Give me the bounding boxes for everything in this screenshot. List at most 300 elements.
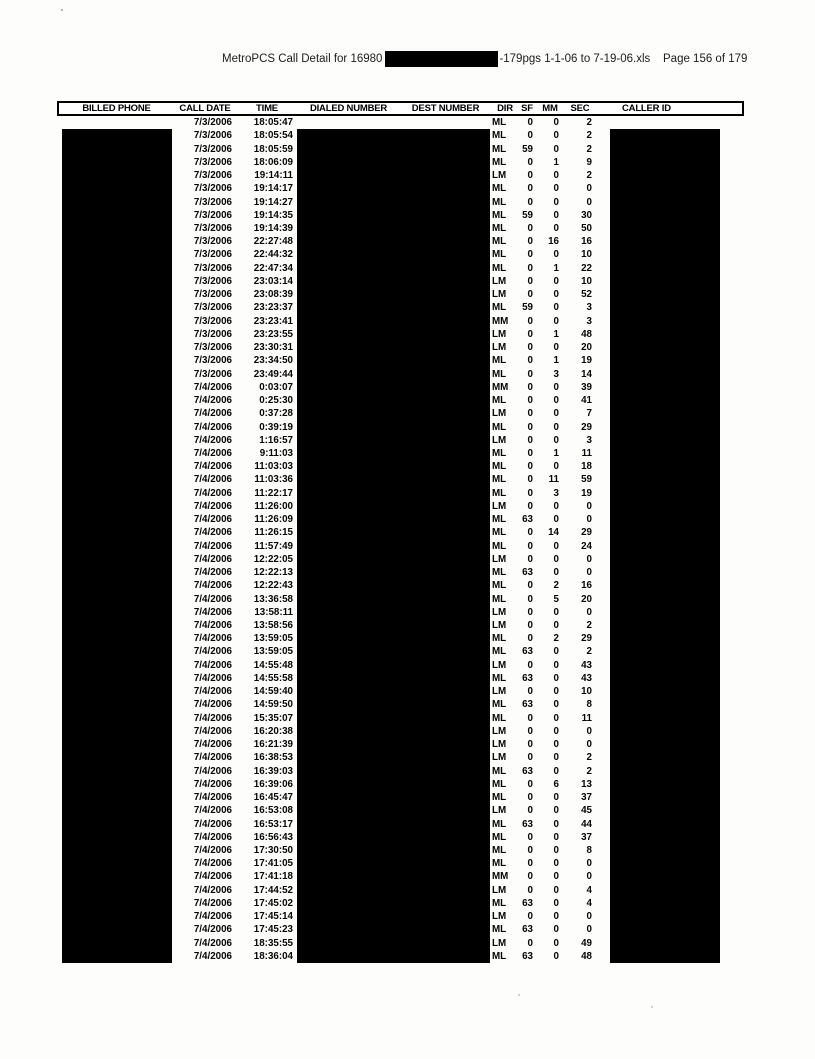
- sf-cell: 0: [527, 633, 533, 645]
- call-date-cell: 7/3/2006: [193, 196, 232, 208]
- sec-cell: 3: [586, 302, 592, 314]
- column-header-caller-id: CALLER ID: [622, 103, 671, 114]
- sf-cell: 0: [527, 620, 533, 632]
- call-date-cell: 7/4/2006: [193, 567, 232, 579]
- call-date-cell: 7/4/2006: [193, 792, 232, 804]
- call-date-cell: 7/4/2006: [193, 659, 232, 671]
- time-cell: 16:53:08: [253, 805, 293, 817]
- time-cell: 16:39:06: [253, 778, 293, 790]
- time-cell: 19:14:39: [253, 222, 293, 234]
- mm-cell: 0: [553, 342, 559, 354]
- mm-cell: 0: [553, 514, 559, 526]
- mm-cell: 0: [553, 606, 559, 618]
- mm-cell: 0: [553, 302, 559, 314]
- time-cell: 13:59:05: [253, 646, 293, 658]
- dir-cell: ML: [492, 130, 507, 142]
- sf-cell: 63: [522, 672, 533, 684]
- dir-cell: ML: [492, 567, 507, 579]
- dir-cell: ML: [492, 765, 507, 777]
- sf-cell: 0: [527, 792, 533, 804]
- dir-cell: ML: [492, 474, 507, 486]
- mm-cell: 0: [553, 553, 559, 565]
- dir-cell: LM: [492, 725, 507, 737]
- mm-cell: 3: [553, 487, 559, 499]
- call-date-cell: 7/3/2006: [193, 183, 232, 195]
- mm-cell: 2: [553, 580, 559, 592]
- sf-cell: 0: [527, 262, 533, 274]
- call-date-cell: 7/4/2006: [193, 871, 232, 883]
- call-date-cell: 7/4/2006: [193, 514, 232, 526]
- sf-cell: 0: [527, 778, 533, 790]
- mm-cell: 0: [553, 170, 559, 182]
- mm-cell: 0: [553, 196, 559, 208]
- sf-cell: 0: [527, 315, 533, 327]
- dir-cell: LM: [492, 553, 507, 565]
- time-cell: 22:47:34: [253, 262, 293, 274]
- dir-cell: ML: [492, 447, 507, 459]
- sf-cell: 0: [527, 170, 533, 182]
- call-date-cell: 7/4/2006: [193, 725, 232, 737]
- sec-cell: 16: [581, 580, 592, 592]
- sec-cell: 2: [586, 765, 592, 777]
- mm-cell: 0: [553, 540, 559, 552]
- time-cell: 13:59:05: [253, 633, 293, 645]
- dir-cell: ML: [492, 487, 507, 499]
- call-date-cell: 7/4/2006: [193, 434, 232, 446]
- mm-cell: 0: [553, 222, 559, 234]
- sec-cell: 37: [581, 831, 592, 843]
- time-cell: 0:25:30: [259, 395, 293, 407]
- sec-cell: 43: [581, 672, 592, 684]
- call-date-cell: 7/4/2006: [193, 911, 232, 923]
- sec-cell: 2: [586, 170, 592, 182]
- time-cell: 19:14:17: [253, 183, 293, 195]
- call-date-cell: 7/4/2006: [193, 421, 232, 433]
- time-cell: 0:03:07: [259, 381, 293, 393]
- dir-cell: LM: [492, 434, 507, 446]
- dir-cell: LM: [492, 500, 507, 512]
- time-cell: 19:14:35: [253, 209, 293, 221]
- mm-cell: 0: [553, 845, 559, 856]
- sf-cell: 0: [527, 183, 533, 195]
- scan-speck: [518, 994, 520, 996]
- mm-cell: 0: [553, 739, 559, 751]
- dir-cell: LM: [492, 911, 507, 923]
- time-cell: 23:30:31: [253, 342, 293, 354]
- sec-cell: 20: [581, 593, 592, 605]
- call-date-cell: 7/3/2006: [193, 209, 232, 221]
- call-date-cell: 7/3/2006: [193, 117, 232, 129]
- sf-cell: 0: [527, 659, 533, 671]
- column-header-sf: SF: [521, 103, 533, 114]
- sf-cell: 0: [527, 580, 533, 592]
- page-number-label: Page 156 of 179: [663, 53, 748, 65]
- sf-cell: 0: [527, 196, 533, 208]
- dir-cell: LM: [492, 620, 507, 632]
- dir-cell: ML: [492, 540, 507, 552]
- sec-cell: 0: [586, 553, 592, 565]
- sf-cell: 0: [527, 739, 533, 751]
- mm-cell: 0: [553, 381, 559, 393]
- time-cell: 17:30:50: [253, 845, 293, 856]
- sec-cell: 18: [581, 461, 592, 473]
- time-cell: 11:22:17: [254, 487, 293, 499]
- mm-cell: 2: [553, 633, 559, 645]
- dir-cell: ML: [492, 236, 507, 248]
- dir-cell: MM: [492, 871, 509, 883]
- mm-cell: 0: [553, 818, 559, 830]
- time-cell: 11:03:03: [254, 461, 293, 473]
- time-cell: 18:05:59: [253, 143, 293, 155]
- dir-cell: ML: [492, 222, 507, 234]
- sec-cell: 29: [581, 633, 592, 645]
- mm-cell: 0: [553, 831, 559, 843]
- sf-cell: 0: [527, 527, 533, 539]
- sec-cell: 29: [581, 527, 592, 539]
- sf-cell: 0: [527, 249, 533, 261]
- dir-cell: ML: [492, 580, 507, 592]
- sec-cell: 2: [586, 646, 592, 658]
- sf-cell: 63: [522, 818, 533, 830]
- call-date-cell: 7/3/2006: [193, 368, 232, 380]
- sf-cell: 0: [527, 593, 533, 605]
- sf-cell: 0: [527, 712, 533, 724]
- dir-cell: ML: [492, 831, 507, 843]
- sf-cell: 0: [527, 871, 533, 883]
- time-cell: 17:44:52: [253, 884, 293, 896]
- dir-cell: ML: [492, 527, 507, 539]
- sec-cell: 13: [581, 778, 592, 790]
- dir-cell: ML: [492, 156, 507, 168]
- dir-cell: LM: [492, 342, 507, 354]
- dir-cell: LM: [492, 170, 507, 182]
- time-cell: 1:16:57: [259, 434, 293, 446]
- sf-cell: 0: [527, 421, 533, 433]
- sec-cell: 30: [581, 209, 592, 221]
- call-date-cell: 7/4/2006: [193, 553, 232, 565]
- mm-cell: 5: [553, 593, 559, 605]
- sf-cell: 0: [527, 553, 533, 565]
- dir-cell: ML: [492, 712, 507, 724]
- sec-cell: 7: [586, 408, 592, 420]
- mm-cell: 0: [553, 805, 559, 817]
- sf-cell: 0: [527, 725, 533, 737]
- sf-cell: 0: [527, 752, 533, 764]
- mm-cell: 0: [553, 792, 559, 804]
- call-date-cell: 7/4/2006: [193, 805, 232, 817]
- time-cell: 11:26:15: [254, 527, 293, 539]
- sec-cell: 49: [581, 937, 592, 949]
- call-date-cell: 7/3/2006: [193, 143, 232, 155]
- column-header-call-date: CALL DATE: [179, 103, 231, 114]
- sf-cell: 63: [522, 924, 533, 936]
- sec-cell: 4: [586, 884, 592, 896]
- time-cell: 11:03:36: [254, 474, 293, 486]
- sec-cell: 20: [581, 342, 592, 354]
- sec-cell: 2: [586, 143, 592, 155]
- dir-cell: LM: [492, 659, 507, 671]
- document-title-prefix: MetroPCS Call Detail for 16980: [222, 53, 383, 65]
- mm-cell: 0: [553, 712, 559, 724]
- sf-cell: 0: [527, 540, 533, 552]
- time-cell: 19:14:11: [254, 170, 293, 182]
- time-cell: 17:45:23: [253, 924, 293, 936]
- dir-cell: ML: [492, 897, 507, 909]
- mm-cell: 1: [553, 328, 559, 340]
- call-date-cell: 7/4/2006: [193, 527, 232, 539]
- time-cell: 22:27:48: [253, 236, 293, 248]
- sf-cell: 0: [527, 236, 533, 248]
- time-cell: 0:39:19: [259, 421, 293, 433]
- call-date-cell: 7/4/2006: [193, 858, 232, 870]
- mm-cell: 0: [553, 911, 559, 923]
- sec-cell: 0: [586, 725, 592, 737]
- mm-cell: 0: [553, 765, 559, 777]
- call-date-cell: 7/4/2006: [193, 937, 232, 949]
- sec-cell: 41: [581, 395, 592, 407]
- sec-cell: 50: [581, 222, 592, 234]
- dir-cell: ML: [492, 593, 507, 605]
- mm-cell: 1: [553, 355, 559, 367]
- sf-cell: 0: [527, 500, 533, 512]
- call-date-cell: 7/4/2006: [193, 500, 232, 512]
- sf-cell: 0: [527, 805, 533, 817]
- sf-cell: 63: [522, 646, 533, 658]
- dir-cell: LM: [492, 289, 507, 301]
- call-date-cell: 7/4/2006: [193, 447, 232, 459]
- mm-cell: 0: [553, 315, 559, 327]
- time-cell: 14:59:40: [253, 686, 293, 698]
- column-header-sec: SEC: [570, 103, 590, 114]
- sf-cell: 0: [527, 355, 533, 367]
- time-cell: 18:35:55: [253, 937, 293, 949]
- call-date-cell: 7/4/2006: [193, 395, 232, 407]
- mm-cell: 0: [553, 567, 559, 579]
- table-row: [57, 116, 744, 129]
- sf-cell: 59: [522, 302, 533, 314]
- dir-cell: ML: [492, 845, 507, 856]
- sf-cell: 0: [527, 831, 533, 843]
- sec-cell: 0: [586, 567, 592, 579]
- call-date-cell: 7/4/2006: [193, 633, 232, 645]
- sec-cell: 3: [586, 315, 592, 327]
- time-cell: 16:39:03: [253, 765, 293, 777]
- dir-cell: ML: [492, 368, 507, 380]
- call-date-cell: 7/4/2006: [193, 381, 232, 393]
- sf-cell: 59: [522, 209, 533, 221]
- sf-cell: 0: [527, 328, 533, 340]
- dir-cell: LM: [492, 686, 507, 698]
- mm-cell: 0: [553, 884, 559, 896]
- sf-cell: 59: [522, 143, 533, 155]
- sec-cell: 29: [581, 421, 592, 433]
- sf-cell: 63: [522, 950, 533, 962]
- call-date-cell: 7/4/2006: [193, 765, 232, 777]
- sec-cell: 44: [581, 818, 592, 830]
- call-date-cell: 7/4/2006: [193, 739, 232, 751]
- call-date-cell: 7/3/2006: [193, 302, 232, 314]
- time-cell: 13:58:56: [253, 620, 293, 632]
- sec-cell: 59: [581, 474, 592, 486]
- call-date-cell: 7/3/2006: [193, 328, 232, 340]
- sec-cell: 0: [586, 183, 592, 195]
- sec-cell: 45: [581, 805, 592, 817]
- call-date-cell: 7/3/2006: [193, 170, 232, 182]
- call-detail-table: [57, 101, 744, 963]
- time-cell: 11:26:09: [254, 514, 293, 526]
- time-cell: 19:14:27: [253, 196, 293, 208]
- call-date-cell: 7/3/2006: [193, 249, 232, 261]
- mm-cell: 0: [553, 289, 559, 301]
- mm-cell: 0: [553, 858, 559, 870]
- sf-cell: 0: [527, 884, 533, 896]
- sec-cell: 3: [586, 434, 592, 446]
- mm-cell: 0: [553, 672, 559, 684]
- time-cell: 14:55:48: [253, 659, 293, 671]
- call-date-cell: 7/3/2006: [193, 289, 232, 301]
- sf-cell: 0: [527, 937, 533, 949]
- call-date-cell: 7/4/2006: [193, 646, 232, 658]
- sec-cell: 2: [586, 130, 592, 142]
- call-date-cell: 7/3/2006: [193, 222, 232, 234]
- sf-cell: 0: [527, 156, 533, 168]
- sf-cell: 0: [527, 381, 533, 393]
- sf-cell: 0: [527, 487, 533, 499]
- dir-cell: LM: [492, 937, 507, 949]
- sec-cell: 11: [581, 447, 592, 459]
- dir-cell: ML: [492, 183, 507, 195]
- call-date-cell: 7/4/2006: [193, 408, 232, 420]
- sf-cell: 0: [527, 461, 533, 473]
- mm-cell: 1: [553, 156, 559, 168]
- call-date-cell: 7/3/2006: [193, 130, 232, 142]
- call-date-cell: 7/4/2006: [193, 950, 232, 962]
- mm-cell: 0: [553, 699, 559, 711]
- call-date-cell: 7/3/2006: [193, 156, 232, 168]
- call-date-cell: 7/3/2006: [193, 355, 232, 367]
- sf-cell: 0: [527, 434, 533, 446]
- dir-cell: LM: [492, 805, 507, 817]
- dir-cell: ML: [492, 249, 507, 261]
- dir-cell: ML: [492, 262, 507, 274]
- column-header-dest-number: DEST NUMBER: [411, 103, 480, 114]
- sec-cell: 10: [581, 249, 592, 261]
- mm-cell: 0: [553, 500, 559, 512]
- sec-cell: 0: [586, 606, 592, 618]
- time-cell: 16:56:43: [253, 831, 293, 843]
- time-cell: 9:11:03: [259, 447, 293, 459]
- sec-cell: 48: [581, 328, 592, 340]
- call-date-cell: 7/4/2006: [193, 672, 232, 684]
- call-date-cell: 7/4/2006: [193, 778, 232, 790]
- sf-cell: 63: [522, 514, 533, 526]
- redaction-billed-phone-column: [62, 129, 172, 963]
- call-date-cell: 7/4/2006: [193, 487, 232, 499]
- mm-cell: 0: [553, 937, 559, 949]
- call-date-cell: 7/4/2006: [193, 818, 232, 830]
- time-cell: 23:23:41: [253, 315, 293, 327]
- sec-cell: 39: [581, 381, 592, 393]
- time-cell: 16:45:47: [253, 792, 293, 804]
- mm-cell: 0: [553, 725, 559, 737]
- time-cell: 17:41:18: [253, 871, 293, 883]
- dir-cell: LM: [492, 884, 507, 896]
- call-date-cell: 7/3/2006: [193, 342, 232, 354]
- sf-cell: 63: [522, 699, 533, 711]
- sf-cell: 0: [527, 858, 533, 870]
- mm-cell: 0: [553, 752, 559, 764]
- call-date-cell: 7/4/2006: [193, 461, 232, 473]
- sec-cell: 0: [586, 739, 592, 751]
- sec-cell: 2: [586, 752, 592, 764]
- time-cell: 12:22:43: [253, 580, 293, 592]
- sf-cell: 0: [527, 275, 533, 287]
- dir-cell: ML: [492, 196, 507, 208]
- sf-cell: 0: [527, 368, 533, 380]
- sec-cell: 19: [581, 487, 592, 499]
- call-date-cell: 7/4/2006: [193, 540, 232, 552]
- call-date-cell: 7/3/2006: [193, 315, 232, 327]
- time-cell: 14:55:58: [253, 672, 293, 684]
- mm-cell: 0: [553, 395, 559, 407]
- sec-cell: 10: [581, 275, 592, 287]
- sf-cell: 63: [522, 567, 533, 579]
- call-date-cell: 7/4/2006: [193, 699, 232, 711]
- sec-cell: 0: [586, 514, 592, 526]
- mm-cell: 0: [553, 275, 559, 287]
- mm-cell: 1: [553, 262, 559, 274]
- time-cell: 11:57:49: [254, 540, 293, 552]
- call-date-cell: 7/3/2006: [193, 262, 232, 274]
- sec-cell: 19: [581, 355, 592, 367]
- time-cell: 16:20:38: [253, 725, 293, 737]
- dir-cell: ML: [492, 395, 507, 407]
- call-date-cell: 7/4/2006: [193, 593, 232, 605]
- mm-cell: 1: [553, 447, 559, 459]
- time-cell: 13:58:11: [254, 606, 293, 618]
- dir-cell: ML: [492, 950, 507, 962]
- sec-cell: 24: [581, 540, 592, 552]
- sf-cell: 0: [527, 289, 533, 301]
- dir-cell: LM: [492, 408, 507, 420]
- time-cell: 17:45:02: [253, 897, 293, 909]
- mm-cell: 0: [553, 209, 559, 221]
- column-header-mm: MM: [542, 103, 558, 114]
- sec-cell: 2: [586, 117, 592, 129]
- mm-cell: 0: [553, 659, 559, 671]
- call-date-cell: 7/4/2006: [193, 474, 232, 486]
- redaction-dialed-dest-number-columns: [297, 129, 490, 963]
- time-cell: 17:45:14: [253, 911, 293, 923]
- time-cell: 23:23:37: [253, 302, 293, 314]
- dir-cell: ML: [492, 143, 507, 155]
- mm-cell: 0: [553, 897, 559, 909]
- mm-cell: 0: [553, 408, 559, 420]
- mm-cell: 14: [548, 527, 559, 539]
- call-date-cell: 7/4/2006: [193, 897, 232, 909]
- call-date-cell: 7/4/2006: [193, 606, 232, 618]
- time-cell: 18:05:47: [253, 117, 293, 129]
- column-header-time: TIME: [256, 103, 278, 114]
- mm-cell: 0: [553, 924, 559, 936]
- sec-cell: 0: [586, 196, 592, 208]
- dir-cell: MM: [492, 315, 509, 327]
- sec-cell: 48: [581, 950, 592, 962]
- redaction-account-number: [385, 51, 498, 67]
- mm-cell: 0: [553, 871, 559, 883]
- time-cell: 14:59:50: [253, 699, 293, 711]
- dir-cell: ML: [492, 514, 507, 526]
